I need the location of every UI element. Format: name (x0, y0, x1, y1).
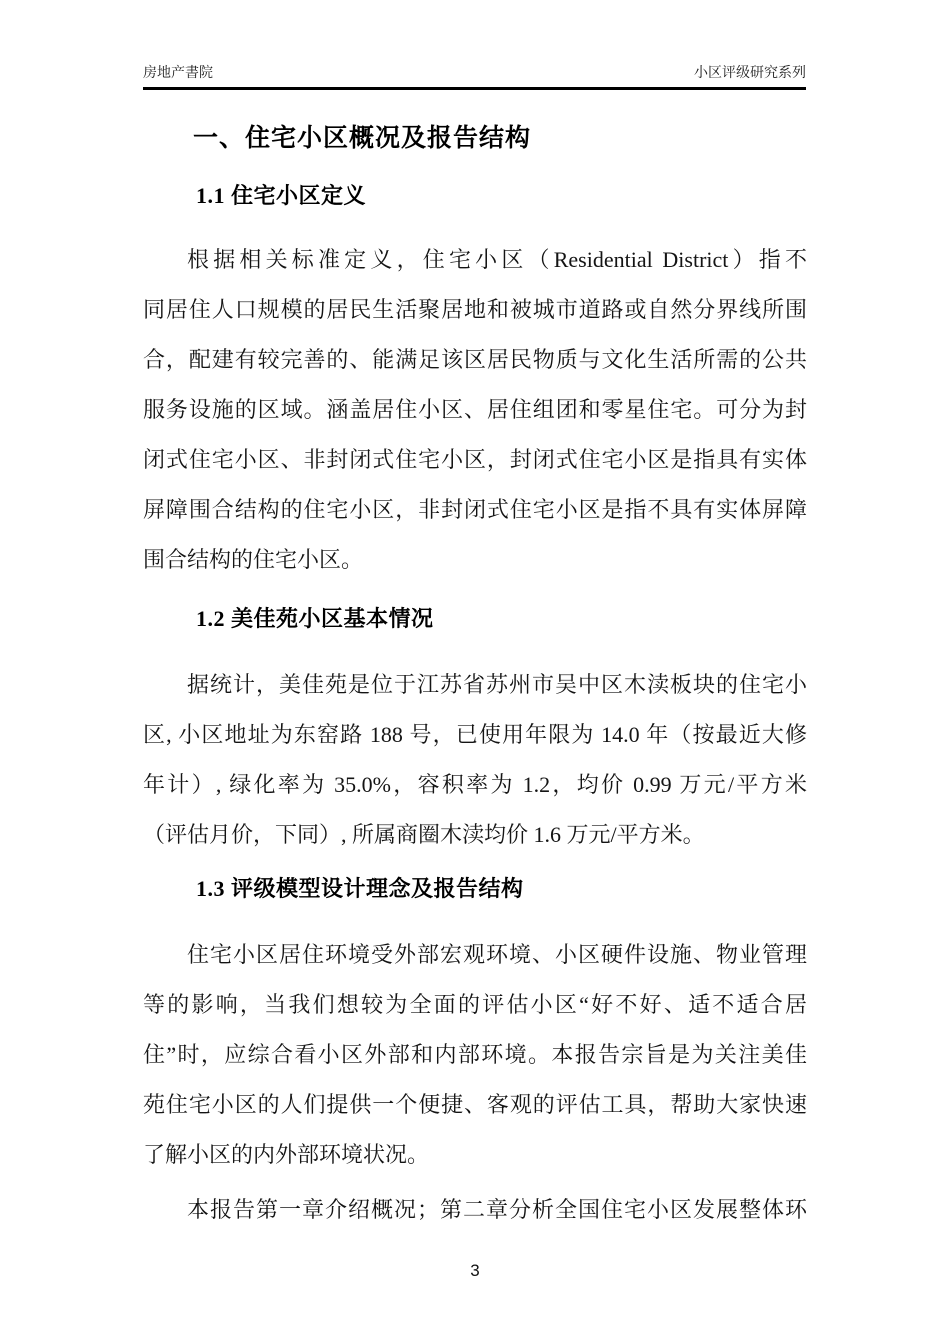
text-line: 服务设施的区域。涵盖居住小区、居住组团和零星住宅。可分为封 (143, 397, 807, 422)
text-line: 等的影响，当我们想较为全面的评估小区“好不好、适不适合居 (143, 992, 807, 1017)
text-line: 了解小区的内外部环境状况。 (143, 1142, 430, 1167)
text-line: 屏障围合结构的住宅小区，非封闭式住宅小区是指不具有实体屏障 (143, 497, 807, 522)
header-left-text: 房地产書院 (143, 64, 213, 80)
text-line: 苑住宅小区的人们提供一个便捷、客观的评估工具，帮助大家快速 (143, 1092, 807, 1117)
paragraph-design-concept (143, 930, 807, 1180)
section-heading-1-2: 1.2 美佳苑小区基本情况 (196, 606, 434, 631)
text-line: 同居住人口规模的居民生活聚居地和被城市道路或自然分界线所围 (143, 297, 807, 322)
text-line: 住宅小区居住环境受外部宏观环境、小区硬件设施、物业管理 (187, 942, 807, 967)
paragraph-definition (143, 235, 807, 585)
text-line: 本报告第一章介绍概况；第二章分析全国住宅小区发展整体环 (187, 1197, 807, 1222)
text-line: 住”时，应综合看小区外部和内部环境。本报告宗旨是为关注美佳 (143, 1042, 807, 1067)
header-right-text: 小区评级研究系列 (694, 64, 806, 80)
text-line: 闭式住宅小区、非封闭式住宅小区，封闭式住宅小区是指具有实体 (143, 447, 807, 472)
paragraph-report-structure (143, 1185, 807, 1235)
section-heading-1-1: 1.1 住宅小区定义 (196, 183, 367, 208)
text-line: 合，配建有较完善的、能满足该区居民物质与文化生活所需的公共 (143, 347, 807, 372)
text-line: 据统计，美佳苑是位于江苏省苏州市吴中区木渎板块的住宅小 (187, 672, 807, 697)
chapter-heading: 一、住宅小区概况及报告结构 (193, 125, 532, 152)
text-line: 区, 小区地址为东窑路 188 号，已使用年限为 14.0 年（按最近大修 (143, 722, 807, 747)
text-line: （评估月价，下同）, 所属商圈木渎均价 1.6 万元/平方米。 (143, 822, 705, 847)
section-heading-1-3: 1.3 评级模型设计理念及报告结构 (196, 876, 524, 901)
text-line: 年计）, 绿化率为 35.0%，容积率为 1.2，均价 0.99 万元/平方米 (143, 772, 807, 797)
text-line: 根据相关标准定义，住宅小区（Residential District）指不 (187, 247, 807, 272)
page-number: 3 (470, 1261, 480, 1280)
paragraph-basic-info (143, 660, 807, 860)
text-line: 围合结构的住宅小区。 (143, 547, 364, 572)
header-rule (143, 87, 806, 90)
